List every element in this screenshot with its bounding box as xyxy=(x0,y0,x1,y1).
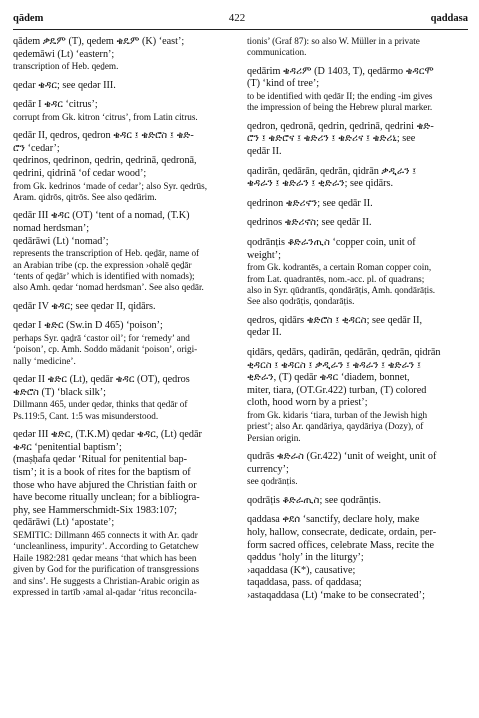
entry-headword-line: phy, see Hammerschmidt-Six 1983:107; xyxy=(13,504,178,516)
entry-etymology-line: see qodrānṭis. xyxy=(247,476,298,487)
entry-etymology-line: to be identified with qedār II; the ending -im gives xyxy=(247,91,433,101)
entry-etymology-line: and sins’. He suggests a Christian-Arabic origin as xyxy=(13,575,200,586)
dictionary-entry xyxy=(13,130,235,203)
entry-etymology-line: ‘poison’, cp. Amh. Soddo mädanit ‘poison’, origi- xyxy=(13,344,198,355)
running-head xyxy=(13,12,468,26)
entry-headword-line: qadirān, qedārān, qedrān, qidrān ቃዲራን ፤ xyxy=(247,165,417,177)
entry-headword-line: qedār IV ቄዳር; see qedər II, qidārs. xyxy=(13,300,156,312)
entry-headword-line: qedārāwi (Lt) ‘apostate’; xyxy=(13,517,115,529)
entry-headword-line: ቂድራን, (T) qedār ቄዳር ‘diadem, bonnet, xyxy=(247,372,410,384)
entry-headword-line: qedemāwi (Lt) ‘eastern’; xyxy=(13,48,115,60)
dictionary-entry xyxy=(247,217,468,230)
entry-headword-line: ›astaqaddasa (Lt) ‘make to be consecrated’; xyxy=(247,589,425,601)
entry-headword-line: tism’; it is a book of rites for the baptism of xyxy=(13,466,191,478)
entry-headword-line: qedrinos ቄድሪኖስ; see qedār II. xyxy=(247,217,372,229)
left-column xyxy=(13,36,235,610)
running-head-right: qaddasa xyxy=(430,13,468,24)
entry-headword-line: have become ritually unclean; for a bibliogra- xyxy=(13,492,200,504)
entry-etymology-line: from Gk. kidaris ‘tiara, turban of the Jewish high xyxy=(247,409,428,420)
header-rule xyxy=(13,29,468,30)
entry-headword-line: form sacred offices, celebrate Mass, recite the xyxy=(247,539,435,551)
entry-headword-line: nomad herdsman’; xyxy=(13,222,90,234)
dictionary-entry xyxy=(247,237,468,308)
entry-headword-line: qedār II, qedros, qedron ቄዳር ፤ ቄድሮስ ፤ ቄድ- xyxy=(13,130,194,142)
entry-headword-line: qedar ቄዳር; see qedər III. xyxy=(13,79,116,91)
entry-etymology-line: Persian origin. xyxy=(247,432,301,443)
entry-etymology-line: from Gk. kodrantēs, a certain Roman copper coin, xyxy=(247,262,432,273)
entry-etymology-line: transcription of Heb. qeḏem. xyxy=(13,61,119,72)
entry-etymology-line: See also qodrāṭis, qondarāṭis. xyxy=(247,296,355,307)
entry-etymology-line: Dillmann 465, under qedər, thinks that qedār of xyxy=(13,399,188,410)
columns xyxy=(13,36,468,610)
entry-headword-line: qedārim ቄዳሪም (D 1403, T), qedārmo ቄዳርሞ xyxy=(247,65,434,77)
dictionary-entry xyxy=(247,36,468,59)
dictionary-entry xyxy=(247,66,468,114)
entry-etymology-line: ‘uncleanliness, impurity’. According to Getatchew xyxy=(13,541,199,552)
entry-etymology-line: given by God for the purification of transgressions xyxy=(13,564,200,575)
right-column xyxy=(247,36,468,610)
dictionary-entry xyxy=(13,99,235,123)
dictionary-entry xyxy=(13,210,235,293)
dictionary-entry xyxy=(247,315,468,340)
dictionary-entry xyxy=(247,495,468,508)
running-head-left: qādem xyxy=(13,13,44,24)
entry-headword-line: ቄድሮስ (T) ‘black silk’; xyxy=(13,386,106,398)
entry-headword-line: qəddus ‘holy’ in the liturgy’; xyxy=(247,552,364,564)
entry-etymology-line: the impression of being the Hebrew plural marker. xyxy=(247,102,433,113)
entry-etymology-line: also Amh. qedar ‘nomad herdsman’. See also qedār. xyxy=(13,282,204,293)
dictionary-entry xyxy=(13,80,235,93)
entry-headword-line: qādem ቃዴም (T), qedem ቄዴም (K) ‘east’; xyxy=(13,36,185,47)
entry-headword-line: qedār III ቄዳር (OT) ‘tent of a nomad, (T.K) xyxy=(13,210,190,222)
entry-headword-line: qedər III ቄድር, (T.K.M) qedar ቄዳር, (Lt) qedār xyxy=(13,429,202,441)
entry-etymology-line: expressed in tartīb ›amal al-qadar ‘ritus reconcila- xyxy=(13,586,197,597)
entry-headword-line: qedər I ቄድር (Sw.in D 465) ‘poison’; xyxy=(13,320,163,332)
entry-etymology-line: nally ‘medicine’. xyxy=(13,355,76,366)
dictionary-entry xyxy=(247,121,468,159)
entry-etymology-line: Ps.119:5, Cant. 1:5 was misunderstood. xyxy=(13,410,159,421)
entry-headword-line: qedārāwi (Lt) ‘nomad’; xyxy=(13,235,109,247)
entry-headword-line: qidārs, qedārs, qadirān, qedārān, qedrān, qidrān xyxy=(247,346,441,358)
dictionary-entry xyxy=(13,320,235,367)
entry-headword-line: ሮን ‘cedar’; xyxy=(13,142,60,154)
dictionary-entry xyxy=(247,514,468,602)
entry-headword-line: ሮን ፤ ቄድሮና ፤ ቄድሪን ፤ ቄድሪና ፤ ቄድሪኒ; see xyxy=(247,133,416,145)
entry-etymology-line: also in Syr. qūdrantīs, qondārāṭis, Amh. qondārāṭis. xyxy=(247,284,436,295)
entry-etymology-line: Haile 1982:281 qedər means ‘that which has been xyxy=(13,552,197,563)
entry-headword-line: ›aqaddasa (K*), causative; xyxy=(247,564,356,576)
entry-etymology-line: perhaps Syr. qaḏrā ‘castor oil’; for ‘remedy’ and xyxy=(13,332,190,343)
entry-headword-line: qedrini, qidrinā ‘of cedar wood’; xyxy=(13,167,147,179)
entry-headword-line: qedər II ቄድር (Lt), qedār ቄዳር (OT), qedros xyxy=(13,374,190,386)
entry-headword-line: ቄዳር ‘penitential baptism’; xyxy=(13,441,122,453)
dictionary-entry xyxy=(247,451,468,488)
dictionary-entry xyxy=(247,198,468,211)
entry-headword-line: qedrinos, qedrinon, qedrin, qedrinā, qedronā, xyxy=(13,155,197,167)
entry-headword-line: qedər II. xyxy=(247,327,282,339)
entry-etymology-line: from Lat. quadrantēs, nom.-acc. pl. of quadrans; xyxy=(247,273,425,284)
entry-headword-line: qedron, qedronā, qedrin, qedrinā, qedrini ቄድ- xyxy=(247,120,434,132)
entry-headword-line: qodrāṭis ቆድራጢስ; see qodrānṭis. xyxy=(247,494,381,506)
entry-headword-line: holy, hallow, consecrate, dedicate, ordain, per- xyxy=(247,526,437,538)
entry-headword-line: weight’; xyxy=(247,249,281,261)
entry-headword-line: qedros, qidārs ቄድሮስ ፤ ቂዳርስ; see qedār II, xyxy=(247,314,423,326)
page-number: 422 xyxy=(228,12,246,24)
dictionary-entry xyxy=(247,347,468,444)
entry-headword-line: miter, tiara, (OT.Gr.422) turban, (T) colored xyxy=(247,384,427,396)
entry-headword-line: ቄዳራን ፤ ቄድራን ፤ ቂድራን; see qidārs. xyxy=(247,178,394,190)
entry-headword-line: cloth, hood worn by a priest’; xyxy=(247,397,368,409)
entry-etymology-line: priest’; also Ar. qandāriya, qaydāriya (Dozy), of xyxy=(247,421,424,432)
entry-headword-line: taqaddasa, pass. of qaddasa; xyxy=(247,577,362,589)
entry-headword-line: qaddasa ቀደሰ ‘sanctify, declare holy, make xyxy=(247,514,420,526)
entry-headword-line: qudrās ቁድራስ (Gr.422) ‘unit of weight, unit of xyxy=(247,451,437,463)
entry-etymology-line: tionis’ (Graf 87): so also W. Müller in a private xyxy=(247,36,420,46)
entry-etymology-line: corrupt from Gk. kitron ‘citrus’, from Latin citrus. xyxy=(13,111,198,122)
entry-etymology-line: from Gk. kedrinos ‘made of cedar’; also Syr. qedrūs, xyxy=(13,180,207,191)
dictionary-entry xyxy=(13,429,235,598)
entry-etymology-line: communication. xyxy=(247,47,307,58)
dictionary-entry xyxy=(13,301,235,314)
entry-headword-line: qedār I ቄዳር ‘citrus’; xyxy=(13,99,98,111)
entry-etymology-line: SEMITIC: Dillmann 465 connects it with Ar. qadr xyxy=(13,529,198,540)
entry-etymology-line: an Arabian tribe (cp. the expression ›ohǝlē qeḏār xyxy=(13,259,192,270)
dictionary-entry xyxy=(247,166,468,191)
entry-headword-line: currency’; xyxy=(247,463,289,475)
entry-headword-line: (maṣḥafa qedər ‘Ritual for penitential bap- xyxy=(13,454,187,466)
entry-etymology-line: ‘tents of qeḏār’ which is identified with nomads); xyxy=(13,270,195,281)
entry-headword-line: (T) ‘kind of tree’; xyxy=(247,78,320,90)
entry-etymology-line: Aram. qidrōs, qitrōs. See also qedārim. xyxy=(13,191,157,202)
dictionary-entry xyxy=(13,36,235,73)
entry-headword-line: those who have abjured the Christian faith or xyxy=(13,479,197,491)
entry-headword-line: qedrinon ቄድሪኖን; see qedār II. xyxy=(247,197,373,209)
dictionary-entry xyxy=(13,374,235,422)
entry-headword-line: ቂዳርስ ፤ ቄዳርስ ፤ ቃዲራን ፤ ቄዳራን ፤ ቄድራን ፤ xyxy=(247,359,421,371)
entry-etymology-line: represents the transcription of Heb. qeḏār, name of xyxy=(13,248,200,259)
entry-headword-line: qodrānṭis ቆድራንጢስ ‘copper coin, unit of xyxy=(247,236,416,248)
entry-headword-line: qedār II. xyxy=(247,146,282,157)
